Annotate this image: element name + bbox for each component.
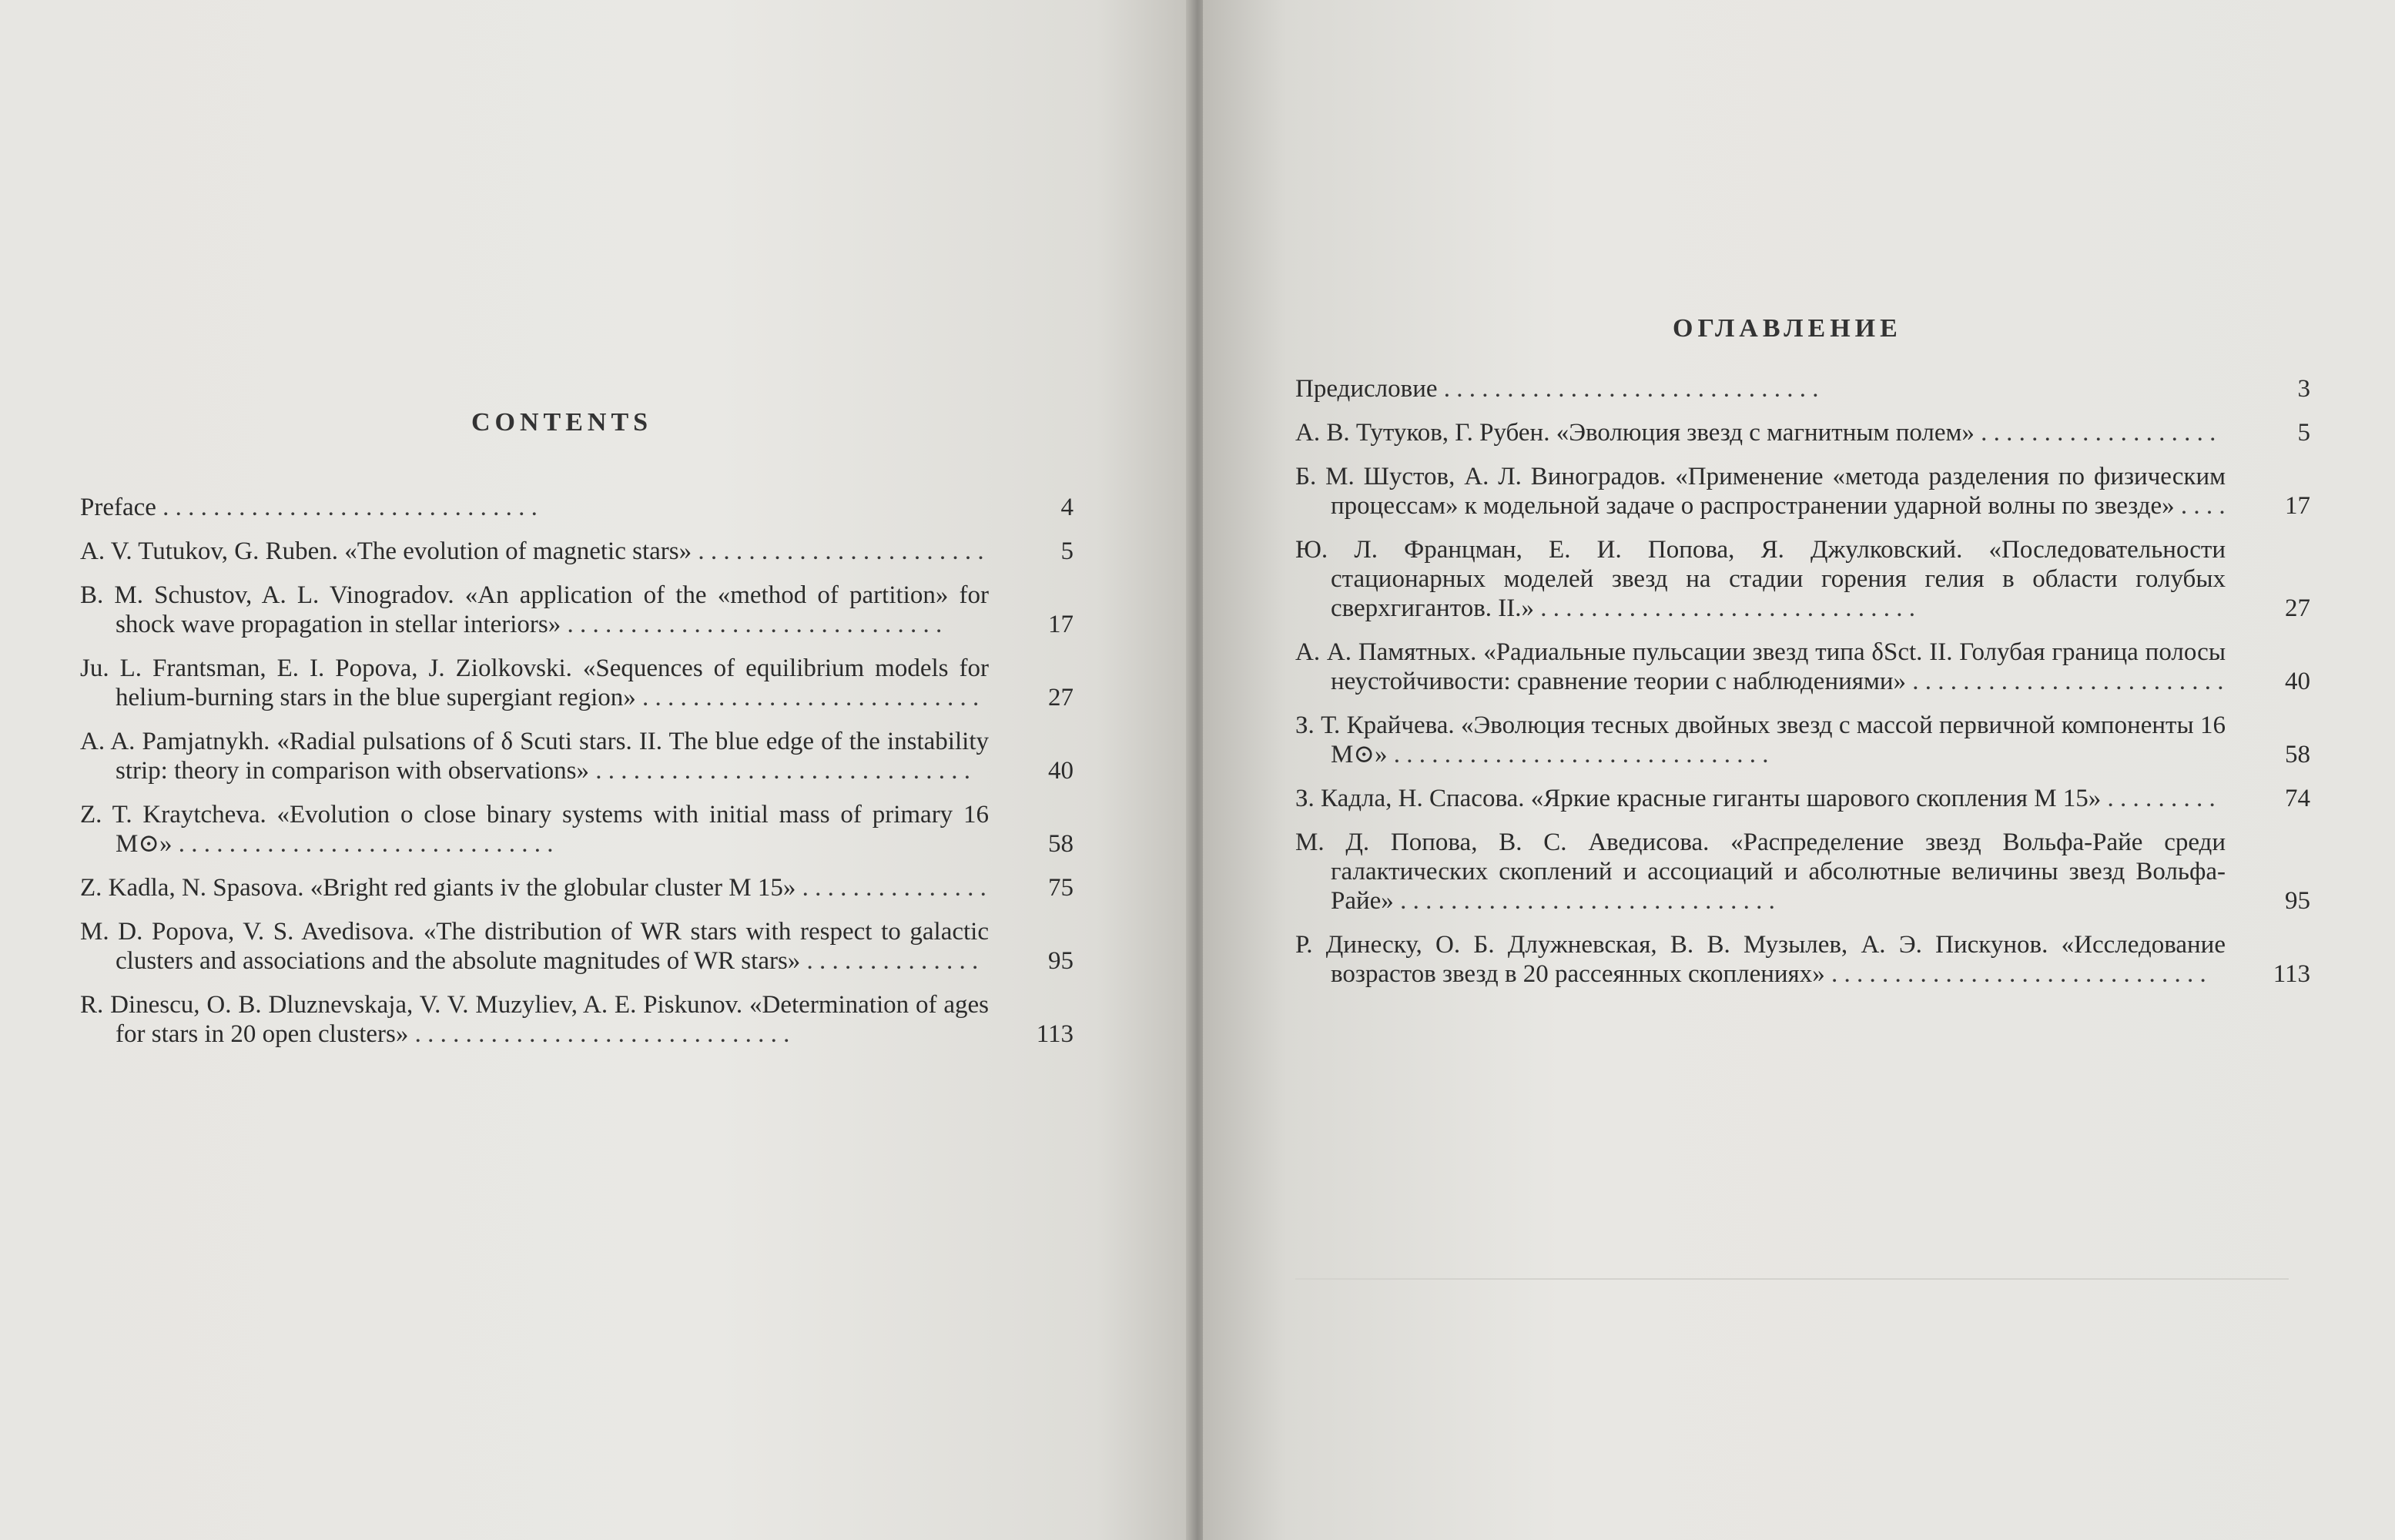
toc-page-number: 95	[2285, 887, 2310, 915]
toc-entry	[80, 537, 1074, 566]
toc-entry-title: Р. Динеску, О. Б. Длужневская, В. В. Музылев, А. Э. Пискунов. «Исследование возрастов звезд в 20 рассеянных скоплениях» . . . . . . . . . . . . . . . . . . . . . . . . . . . . . .	[1295, 931, 2226, 988]
oglavlenie-heading: ОГЛАВЛЕНИЕ	[1673, 314, 1902, 343]
dot-leader: . . . . . . . . . . . . . . . . . . . . . . . . . . . . . .	[1393, 741, 1769, 768]
dot-leader: . . . . . . . . . . . . . .	[806, 947, 979, 975]
dot-leader: . . . . . . . . . . . . . . . . . . . . . . . . . . . . . .	[162, 494, 538, 521]
toc-entry-title: Б. М. Шустов, А. Л. Виноградов. «Применение «метода разделения по физическим процессам» к модельной задаче о распространении ударной волны по звезде» . . . .	[1295, 463, 2226, 520]
toc-page-number: 40	[2285, 668, 2310, 695]
toc-entry	[1295, 930, 2310, 989]
dot-leader: . . . . . . . . . . . . . . . . . . . . . . . . . . .	[642, 684, 980, 711]
toc-entry	[1295, 462, 2310, 521]
toc-page-number: 95	[1048, 947, 1074, 975]
toc-entry	[1295, 638, 2310, 696]
toc-page-number: 40	[1048, 757, 1074, 785]
toc-entry-title: M. D. Popova, V. S. Avedisova. «The distribution of WR stars with respect to galactic clusters and associations and the absolute magnitudes of WR stars» . . . . . . . . . . . . . .	[80, 918, 989, 975]
toc-entry-title: A. V. Tutukov, G. Ruben. «The evolution of magnetic stars» . . . . . . . . . . . . . . . . . . . . . . .	[80, 537, 984, 565]
toc-entry	[80, 727, 1074, 785]
dot-leader: . . . . . . . . .	[2107, 785, 2216, 812]
contents-list-russian	[1295, 374, 2310, 1003]
toc-entry-title: З. Т. Крайчева. «Эволюция тесных двойных звезд с массой первичной компоненты 16 M⊙» . . . . . . . . . . . . . . . . . . . . . . . . . . . . . .	[1295, 711, 2226, 768]
contents-list-english	[80, 493, 1074, 1063]
dot-leader: . . . . . . . . . . . . . . . . . . . . . . . . . . . . . .	[414, 1020, 790, 1048]
toc-entry-title: A. A. Pamjatnykh. «Radial pulsations of δ Scuti stars. II. The blue edge of the instability strip: theory in comparison with observations» . . . . . . . . . . . . . . . . . . . . . . . . . . . . . .	[80, 728, 989, 785]
left-page	[0, 0, 1192, 1540]
toc-page-number: 27	[1048, 684, 1074, 711]
dot-leader: . . . . . . . . . . . . . . . . . . . . . . . . . . . . . .	[1831, 960, 2206, 988]
toc-page-number: 17	[2285, 492, 2310, 520]
dot-leader: . . . . . . . . . . . . . . . . . . . . . . . . . . . . . .	[1400, 887, 1775, 915]
toc-entry-title: Ю. Л. Францман, Е. И. Попова, Я. Джулковский. «Последовательности стационарных моделей звезд на стадии горения гелия в области голубых сверхгигантов. II.» . . . . . . . . . . . . . . . . . . . . . . . . . . . . . .	[1295, 536, 2226, 622]
dot-leader: . . . . . . . . . . . . . . . . . . . . . . . . . . . . . .	[567, 611, 943, 638]
toc-entry-title: Предисловие . . . . . . . . . . . . . . . . . . . . . . . . . . . . . .	[1295, 375, 1819, 403]
toc-entry	[1295, 828, 2310, 916]
dot-leader: . . . . . . . . . . . . . . . . . . . . . . .	[698, 537, 984, 565]
toc-page-number: 5	[1060, 537, 1074, 565]
toc-page-number: 5	[2297, 419, 2310, 447]
toc-page-number: 113	[2273, 960, 2310, 988]
toc-entry	[80, 990, 1074, 1049]
dot-leader: . . . .	[2180, 492, 2226, 520]
toc-entry-title: З. Кадла, Н. Спасова. «Яркие красные гиганты шарового скопления M 15» . . . . . . . . .	[1295, 785, 2216, 812]
toc-entry	[1295, 711, 2310, 769]
toc-page-number: 4	[1060, 494, 1074, 521]
toc-entry-title: А. В. Тутуков, Г. Рубен. «Эволюция звезд с магнитным полем» . . . . . . . . . . . . . . . . . . .	[1295, 419, 2216, 447]
toc-entry-title: B. M. Schustov, A. L. Vinogradov. «An application of the «method of partition» for shock wave propagation in stellar interiors» . . . . . . . . . . . . . . . . . . . . . . . . . . . . . .	[80, 581, 989, 638]
toc-entry-title: Z. T. Kraytcheva. «Evolution o close binary systems with initial mass of primary 16 M⊙» . . . . . . . . . . . . . . . . . . . . . . . . . . . . . .	[80, 801, 989, 858]
toc-entry	[80, 654, 1074, 712]
toc-entry	[80, 873, 1074, 902]
dot-leader: . . . . . . . . . . . . . . . . . . . . . . . . . . . . . .	[178, 830, 554, 858]
imprint-divider	[1295, 1278, 2289, 1280]
toc-page-number: 74	[2285, 785, 2310, 812]
toc-page-number: 113	[1036, 1020, 1074, 1048]
toc-page-number: 58	[2285, 741, 2310, 768]
dot-leader: . . . . . . . . . . . . . . . . . . . . . . . . . . . . . .	[1443, 375, 1819, 403]
toc-entry	[80, 581, 1074, 639]
toc-entry-title: Z. Kadla, N. Spasova. «Bright red giants iv the globular cluster M 15» . . . . . . . . . . . . . . .	[80, 874, 986, 902]
toc-entry	[1295, 374, 2310, 403]
dot-leader: . . . . . . . . . . . . . . .	[802, 874, 986, 902]
contents-heading: CONTENTS	[471, 408, 653, 437]
dot-leader: . . . . . . . . . . . . . . . . . . . . . . . . . . . . . .	[1540, 594, 1916, 622]
toc-entry	[1295, 418, 2310, 447]
toc-page-number: 58	[1048, 830, 1074, 858]
toc-page-number: 17	[1048, 611, 1074, 638]
toc-page-number: 27	[2285, 594, 2310, 622]
toc-page-number: 75	[1048, 874, 1074, 902]
dot-leader: . . . . . . . . . . . . . . . . . . . . . . . . .	[1912, 668, 2224, 695]
toc-entry-title: Ju. L. Frantsman, E. I. Popova, J. Ziolkovski. «Sequences of equilibrium models for helium-burning stars in the blue supergiant region» . . . . . . . . . . . . . . . . . . . . . . . . . . .	[80, 654, 989, 711]
dot-leader: . . . . . . . . . . . . . . . . . . . . . . . . . . . . . .	[595, 757, 970, 785]
toc-entry-title: Preface . . . . . . . . . . . . . . . . . . . . . . . . . . . . . .	[80, 494, 538, 521]
toc-entry-title: А. А. Памятных. «Радиальные пульсации звезд типа δSct. II. Голубая граница полосы неустойчивости: сравнение теории с наблюдениями» . . . . . . . . . . . . . . . . . . . . . . . . .	[1295, 638, 2226, 695]
toc-entry	[80, 493, 1074, 522]
right-page	[1203, 0, 2395, 1540]
toc-entry-title: R. Dinescu, O. B. Dluznevskaja, V. V. Muzyliev, A. E. Piskunov. «Determination of ages for stars in 20 open clusters» . . . . . . . . . . . . . . . . . . . . . . . . . . . . . .	[80, 991, 989, 1048]
toc-entry-title: М. Д. Попова, В. С. Аведисова. «Распределение звезд Вольфа-Райе среди галактических скоплений и ассоциаций и абсолютные величины звезд Вольфа-Райе» . . . . . . . . . . . . . . . . . . . . . . . . . . . . . .	[1295, 829, 2226, 915]
toc-entry	[1295, 535, 2310, 623]
toc-entry	[80, 917, 1074, 976]
toc-page-number: 3	[2297, 375, 2310, 403]
toc-entry	[80, 800, 1074, 859]
toc-entry	[1295, 784, 2310, 813]
dot-leader: . . . . . . . . . . . . . . . . . . .	[1981, 419, 2216, 447]
